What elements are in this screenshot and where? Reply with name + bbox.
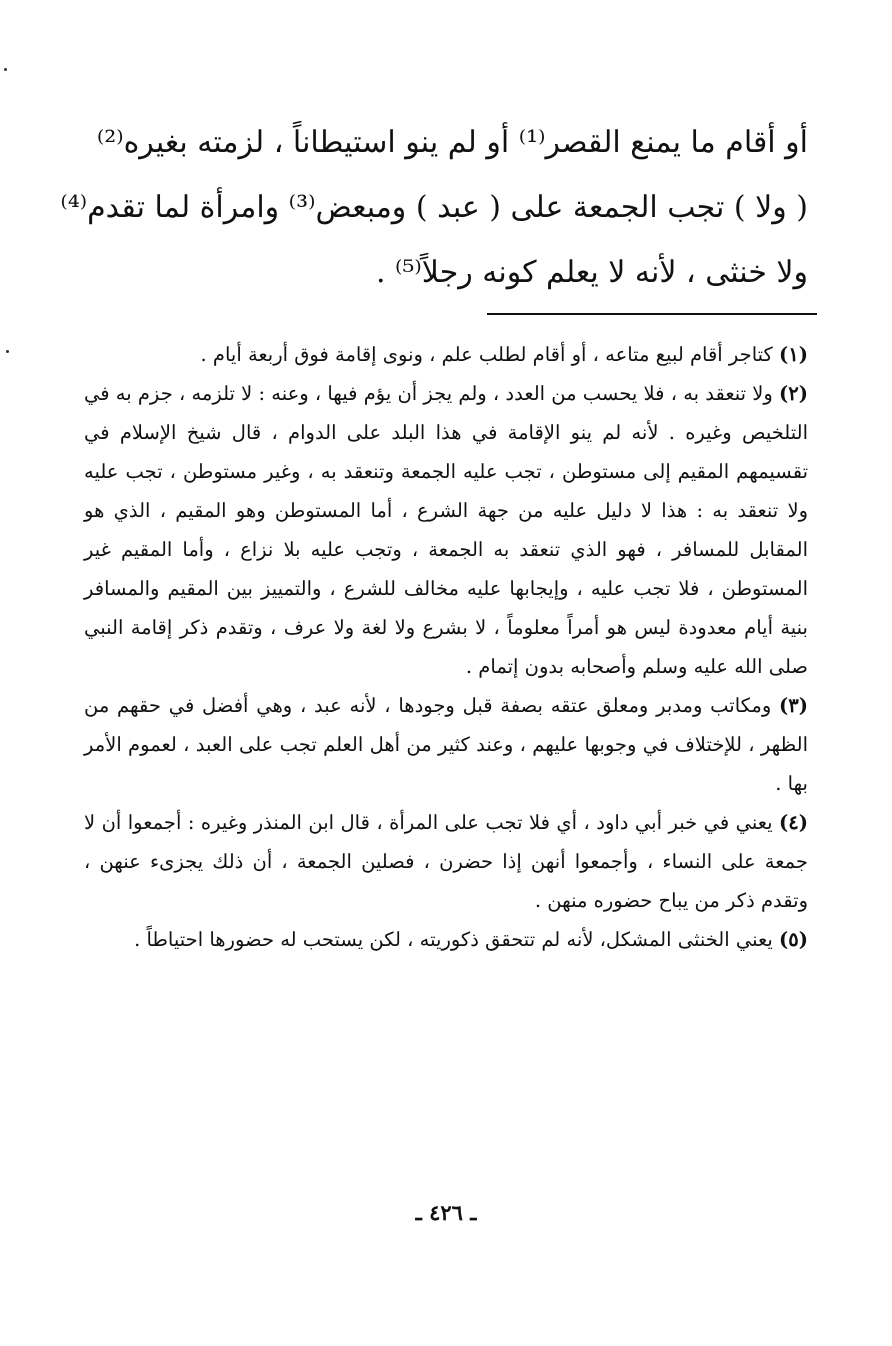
footnote xyxy=(84,803,808,920)
main-text-line: أو أقام ما يمنع القصر⁽¹⁾ أو لم ينو استيطاناً ، لزمته بغيره⁽²⁾ xyxy=(96,125,808,160)
main-text-line: ( ولا ) تجب الجمعة على ( عبد ) ومبعض⁽³⁾ وامرأة لما تقدم⁽⁴⁾ xyxy=(60,190,808,225)
footnote-number: (٥) xyxy=(779,928,808,951)
page-number: ـ ٤٢٦ ـ xyxy=(415,1200,477,1225)
footnote xyxy=(84,374,808,686)
footnote-text: كتاجر أقام لبيع متاعه ، أو أقام لطلب علم ، ونوى إقامة فوق أربعة أيام . xyxy=(200,343,773,366)
footnote-number: (٢) xyxy=(779,382,808,405)
footnote-number: (٣) xyxy=(779,694,808,717)
footnote-number: (٤) xyxy=(779,811,808,834)
footnote-number: (١) xyxy=(779,343,808,366)
main-text-line: ولا خنثى ، لأنه لا يعلم كونه رجلاً⁽⁵⁾ . xyxy=(375,255,808,290)
footnote xyxy=(84,335,808,374)
main-text xyxy=(60,110,808,305)
footnote-text: يعني في خبر أبي داود ، أي فلا تجب على المرأة ، قال ابن المنذر وغيره : أجمعوا أن لا جمعة على النساء ، وأجمعوا أنهن إذا حضرن ، فصلين الجمعة ، أن ذلك يجزىء عنهن ، وتقدم ذكر من يباح حضوره منهن . xyxy=(84,811,808,912)
footnote xyxy=(84,920,808,959)
footnote-divider xyxy=(487,313,817,315)
scan-speck xyxy=(6,350,9,353)
footnote-text: ولا تنعقد به ، فلا يحسب من العدد ، ولم يجز أن يؤم فيها ، وعنه : لا تلزمه ، جزم به في التلخيص وغيره . لأنه لم ينو الإقامة في هذا البلد على الدوام ، قال شيخ الإسلام في تقسيمهم المقيم إلى مستوطن ، تجب عليه الجمعة وتنعقد به ، وغير مستوطن ، تجب عليه ولا تنعقد به : هذا لا دليل عليه من جهة الشرع ، أما المستوطن وهو المقيم ، الذي هو المقابل للمسافر ، فهو الذي تنعقد به الجمعة ، وتجب عليه بلا نزاع ، وأما المقيم غير المستوطن ، فلا تجب عليه ، وإيجابها عليه مخالف للشرع ، والتمييز بين المقيم والمسافر بنية أيام معدودة ليس هو أمراً معلوماً ، لا بشرع ولا لغة ولا عرف ، وتقدم ذكر إقامة النبي صلى الله عليه وسلم وأصحابه بدون إتمام . xyxy=(84,382,808,678)
scan-speck xyxy=(4,68,7,71)
footnote-text: ومكاتب ومدبر ومعلق عتقه بصفة قبل وجودها ، لأنه عبد ، وهي أفضل في حقهم من الظهر ، للإختلاف في وجوبها عليهم ، وعند كثير من أهل العلم تجب على العبد ، لعموم الأمر بها . xyxy=(84,694,808,795)
footnote-text: يعني الخنثى المشكل، لأنه لم تتحقق ذكوريته ، لكن يستحب له حضورها احتياطاً . xyxy=(134,928,773,951)
footnotes xyxy=(84,335,808,959)
footnote xyxy=(84,686,808,803)
